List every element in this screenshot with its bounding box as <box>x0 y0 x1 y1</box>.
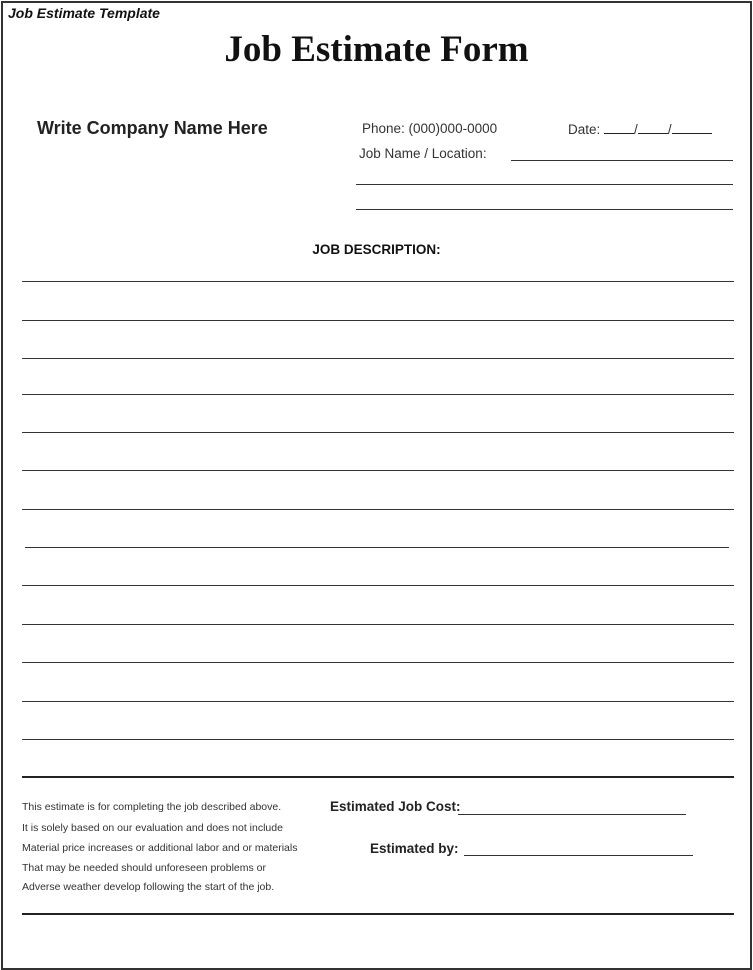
estimated-cost-field[interactable] <box>458 814 686 815</box>
disclaimer-line: This estimate is for completing the job described above. <box>22 801 282 813</box>
date-field[interactable] <box>568 121 712 137</box>
description-line[interactable] <box>22 662 734 663</box>
description-line[interactable] <box>22 358 734 359</box>
description-line[interactable] <box>22 281 734 282</box>
estimated-by-label: Estimated by: <box>370 841 459 856</box>
job-location-label: Job Name / Location: <box>359 146 487 161</box>
description-line[interactable] <box>22 432 734 433</box>
page-title: Job Estimate Form <box>224 29 529 70</box>
job-location-line[interactable] <box>356 209 733 210</box>
description-line[interactable] <box>22 701 734 702</box>
description-line[interactable] <box>22 739 734 740</box>
disclaimer-line: Adverse weather develop following the start of the job. <box>22 881 275 893</box>
template-label: Job Estimate Template <box>8 5 160 21</box>
estimated-cost-label: Estimated Job Cost: <box>330 799 461 814</box>
job-description-heading: JOB DESCRIPTION: <box>312 242 441 257</box>
description-line[interactable] <box>22 509 734 510</box>
job-location-line[interactable] <box>356 184 733 185</box>
job-location-field[interactable] <box>511 160 733 161</box>
description-line[interactable] <box>22 470 734 471</box>
date-separator: / <box>667 122 672 137</box>
bottom-divider <box>22 913 734 915</box>
description-line[interactable] <box>22 394 734 395</box>
date-separator: / <box>634 122 638 137</box>
disclaimer-line: That may be needed should unforeseen problems or <box>22 862 266 874</box>
phone-text: Phone: (000)000-0000 <box>362 121 498 136</box>
disclaimer-line: Material price increases or additional labor and or materials <box>22 842 298 854</box>
description-line[interactable] <box>25 547 729 548</box>
section-divider <box>22 776 734 778</box>
company-name: Write Company Name Here <box>37 118 268 138</box>
estimated-by-field[interactable] <box>464 855 693 856</box>
date-label: Date: <box>568 122 601 137</box>
description-line[interactable] <box>22 320 734 321</box>
description-line[interactable] <box>22 624 734 625</box>
description-line[interactable] <box>22 585 734 586</box>
disclaimer-line: It is solely based on our evaluation and does not include <box>22 822 283 834</box>
